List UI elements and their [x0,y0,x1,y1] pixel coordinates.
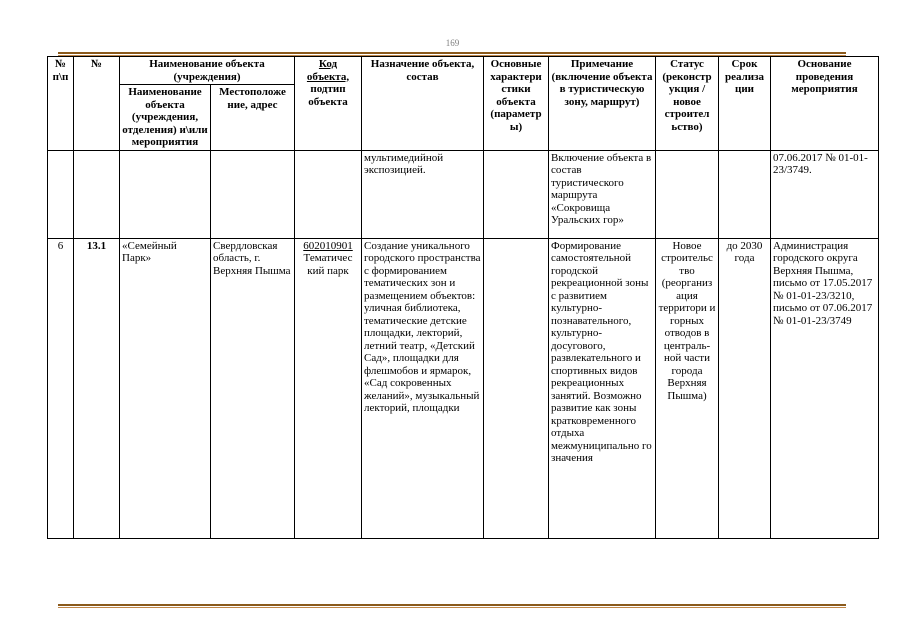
cell-code-value: 602010901 [303,239,353,252]
cell-num-pp: 6 [48,238,74,538]
cell-code-subtype: Тематичес кий парк [303,252,353,277]
cell-basis: Администрация городского округа Верхняя Пышма, письмо от 17.05.2017 № 01-01-23/3210, письмо от 07.06.2017 № 01-01-23/3749 [771,238,879,538]
cell-location [211,150,295,238]
cell-characteristics [484,238,549,538]
cell-term: до 2030 года [719,238,771,538]
cell-basis: 07.06.2017 № 01-01-23/3749. [771,150,879,238]
cell-characteristics [484,150,549,238]
table-header [48,57,879,151]
objects-register-table [47,56,879,539]
header-code-subtitle: подтип объекта [308,83,348,108]
cell-status [656,150,719,238]
page-number: 169 [445,38,460,48]
cell-purpose: мультимедийной экспозицией. [362,150,484,238]
header-location: Местоположе ние, адрес [211,85,295,151]
header-object-group: Наименование объекта (учреждения) [120,57,295,85]
cell-status: Новое строительс тво (реорганиз ация территори и горных отводов в централь-ной части города Верхняя Пышма) [656,238,719,538]
header-purpose: Назначение объекта, состав [362,57,484,151]
cell-code [295,150,362,238]
cell-note: Включение объекта в состав туристического маршрута «Сокровища Уральских гор» [549,150,656,238]
cell-object-name [120,150,211,238]
cell-num: 13.1 [74,238,120,538]
header-status: Статус (реконстр укция / новое строител ьство) [656,57,719,151]
header-code-title: Код объекта, [306,58,350,83]
header-object-name: Наименование объекта (учреждения, отделения) и\или мероприятия [120,85,211,151]
header-code [295,57,362,151]
cell-note: Формирование самостоятельной городской рекреационной зоны с развитием культурно-познавательного, культурно-досугового, развлекательного и спортивных видов рекреационных занятий. Возможно развитие как зоны кратковременного отдыха межмуниципально го значения [549,238,656,538]
table-row [48,150,879,238]
header-note: Примечание (включение объекта в туристическую зону, маршрут) [549,57,656,151]
cell-term [719,150,771,238]
table-row [48,238,879,538]
cell-object-name: «Семейный Парк» [120,238,211,538]
header-characteristics: Основные характери стики объекта (параметр ы) [484,57,549,151]
header-num-pp: № п\п [48,57,74,151]
header-num: № [74,57,120,151]
cell-purpose: Создание уникального городского пространства с формированием тематических зон и размещением объектов: уличная библиотека, тематические детские площадки, лекторий, летний театр, «Детский Сад», площадки для флешмобов и ярмарок, «Сад сокровенных желаний», музыкальный лекторий, площадки [362,238,484,538]
cell-num [74,150,120,238]
bottom-decorative-rule [58,604,846,608]
cell-location: Свердловская область, г. Верхняя Пышма [211,238,295,538]
cell-num-pp [48,150,74,238]
header-term: Срок реализа ции [719,57,771,151]
cell-code [295,238,362,538]
header-basis: Основание проведения мероприятия [771,57,879,151]
